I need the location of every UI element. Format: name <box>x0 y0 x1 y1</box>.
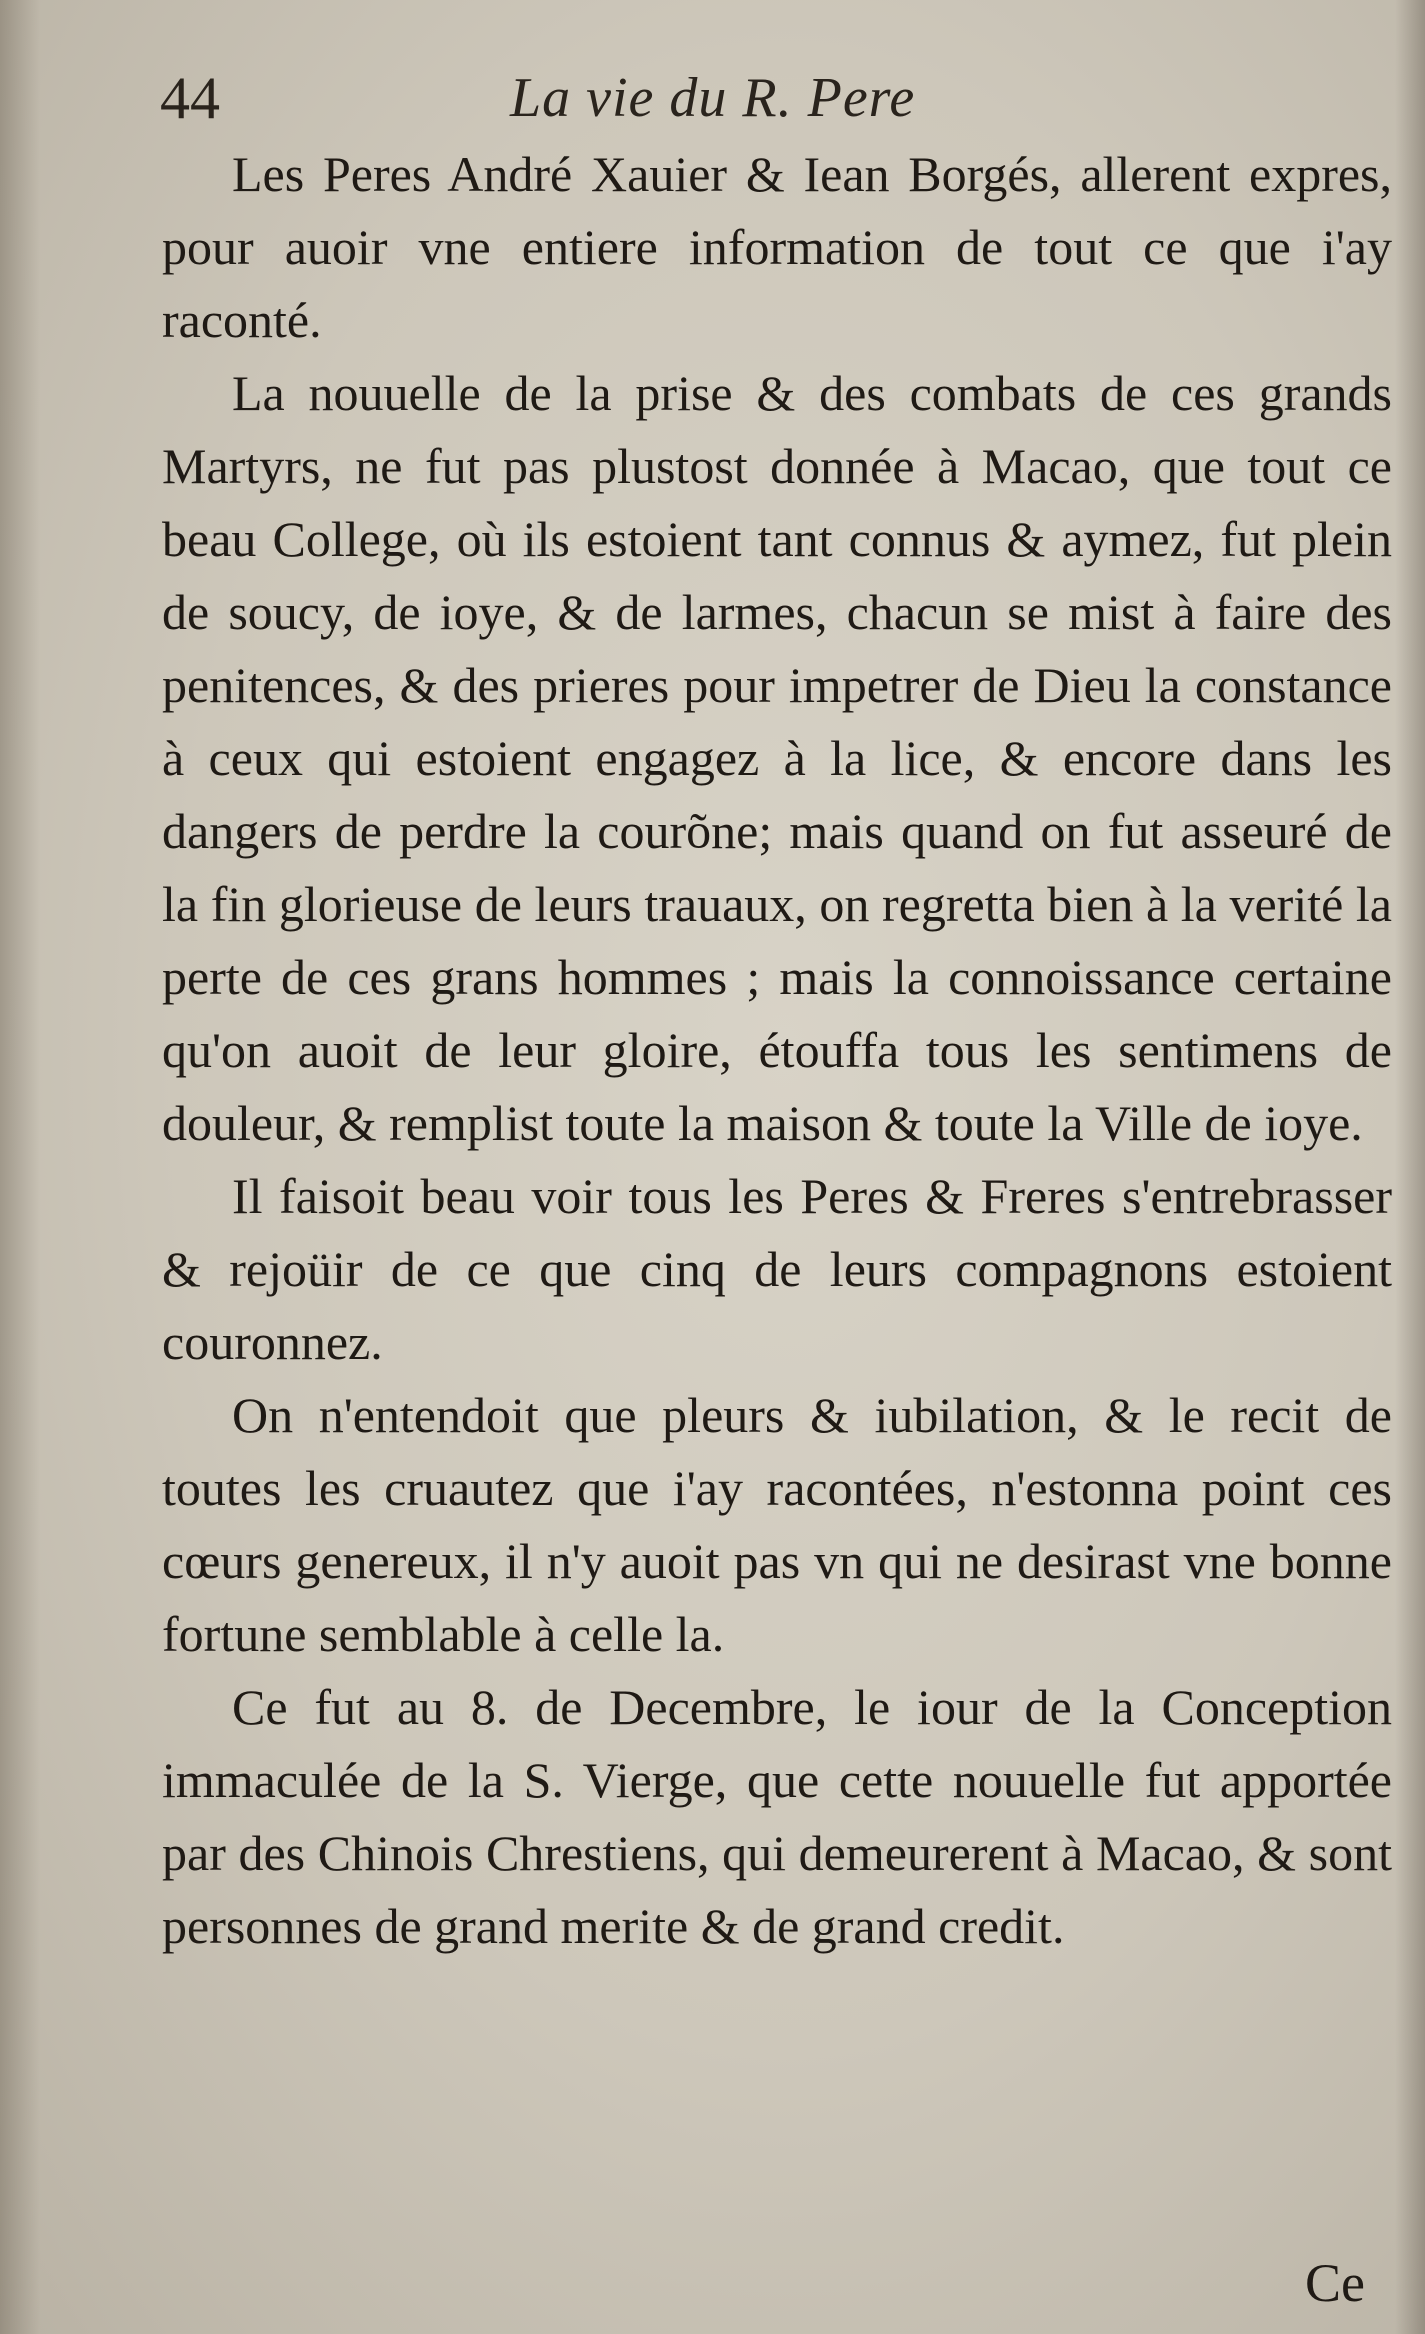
paragraph-4: On n'entendoit que pleurs & iubilation, & le recit de toutes les cruautez que i'ay racontées, n'estonna point ces cœurs genereux, il n'y auoit pas vn qui ne desirast vne bonne fortune semblable à celle la. <box>162 1387 1392 1662</box>
body-text <box>162 138 1392 1963</box>
catchword: Ce <box>1305 2253 1365 2313</box>
paragraph-3: Il faisoit beau voir tous les Peres & Freres s'entrebrasser & rejoüir de ce que cinq de leurs compagnons estoient couronnez. <box>162 1168 1392 1370</box>
paragraph-5: Ce fut au 8. de Decembre, le iour de la Conception immaculée de la S. Vierge, que cette nouuelle fut apportée par des Chinois Chrestiens, qui demeurerent à Macao, & sont personnes de grand merite & de grand credit. <box>162 1679 1392 1954</box>
running-head <box>150 64 1390 134</box>
page-number: 44 <box>160 65 220 131</box>
running-title: La vie du R. Pere <box>510 67 916 129</box>
paragraph-1: Les Peres André Xauier & Iean Borgés, allerent expres, pour auoir vne entiere information de tout ce que i'ay raconté. <box>162 146 1392 348</box>
paragraph-2: La nouuelle de la prise & des combats de ces grands Martyrs, ne fut pas plustost donnée à Macao, que tout ce beau College, où ils estoient tant connus & aymez, fut plein de soucy, de ioye, & de larmes, chacun se mist à faire des penitences, & des prieres pour impetrer de Dieu la constance à ceux qui estoient engagez à la lice, & encore dans les dangers de perdre la courõne; mais quand on fut asseuré de la fin glorieuse de leurs trauaux, on regretta bien à la verité la perte de ces grans hommes ; mais la connoissance certaine qu'on auoit de leur gloire, étouffa tous les sentimens de douleur, & remplist toute la maison & toute la Ville de ioye. <box>162 365 1392 1151</box>
